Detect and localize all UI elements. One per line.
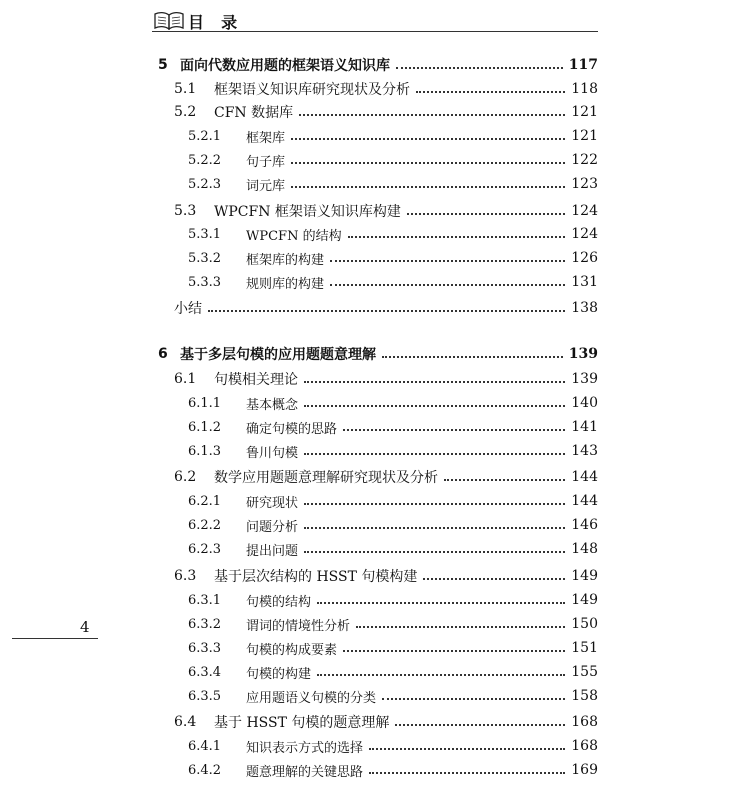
toc-entry-title: WPCFN 框架语义知识库构建 <box>214 204 401 220</box>
toc-entry-title: 谓词的情境性分析 <box>246 618 351 634</box>
dot-leader <box>343 429 565 431</box>
toc-entry-title: 框架库的构建 <box>246 252 325 268</box>
dot-leader <box>416 91 565 93</box>
toc-entry-title: 面向代数应用题的框架语义知识库 <box>180 58 390 74</box>
toc-entry-title: 基于层次结构的 HSST 句模构建 <box>214 569 418 585</box>
dot-leader <box>369 748 565 750</box>
toc-entry-number: 6.4.2 <box>188 762 222 778</box>
dot-leader <box>356 626 565 628</box>
toc-entry[interactable] <box>150 271 598 293</box>
toc-entry-page: 138 <box>571 300 598 316</box>
toc-entry[interactable] <box>150 149 598 171</box>
toc-entry-page: 143 <box>571 443 598 459</box>
toc-entry-title: 基本概念 <box>246 397 299 413</box>
toc-entry-number: 6.1.1 <box>188 395 222 411</box>
toc-entry-page: 139 <box>571 371 598 387</box>
toc-entry-title: 问题分析 <box>246 519 299 535</box>
header-rule <box>152 31 598 32</box>
toc-entry[interactable] <box>150 514 598 536</box>
toc-entry-title: 研究现状 <box>246 495 299 511</box>
toc-entry-number: 5.3.2 <box>188 250 222 266</box>
toc-entry-page: 151 <box>571 640 598 656</box>
dot-leader <box>291 186 565 188</box>
toc-entry-title: 确定句模的思路 <box>246 421 338 437</box>
toc-entry-title: 句模的构成要素 <box>246 642 338 658</box>
toc-entry[interactable] <box>150 589 598 611</box>
header-title: 目 录 <box>188 13 240 32</box>
dot-leader <box>304 503 565 505</box>
toc-entry-number: 5.3 <box>174 203 197 219</box>
dot-leader <box>299 114 565 116</box>
toc-entry-page: 144 <box>571 493 598 509</box>
toc-entry-page: 131 <box>571 274 598 290</box>
toc-entry-number: 6.3.1 <box>188 592 222 608</box>
dot-leader <box>304 551 565 553</box>
toc-entry-number: 6.3.2 <box>188 616 222 632</box>
toc-entry-number: 6.2.2 <box>188 517 222 533</box>
toc-entry-number: 6.1.2 <box>188 419 222 435</box>
toc-entry-number: 6.3 <box>174 568 197 584</box>
toc-entry-page: 124 <box>571 203 598 219</box>
toc-entry[interactable] <box>150 565 598 587</box>
toc-entry-page: 121 <box>571 104 598 120</box>
dot-leader <box>317 602 565 604</box>
toc-entry-page: 168 <box>571 714 598 730</box>
toc-entry-title: 题意理解的关键思路 <box>246 764 364 780</box>
toc-entry-page: 118 <box>571 81 598 97</box>
toc-entry[interactable] <box>150 661 598 683</box>
toc-entry[interactable] <box>150 735 598 757</box>
dot-leader <box>382 698 565 700</box>
toc-entry-page: 126 <box>571 250 598 266</box>
toc-entry-title: WPCFN 的结构 <box>246 228 342 244</box>
page-number: 4 <box>80 618 90 636</box>
toc-entry-page: 146 <box>571 517 598 533</box>
dot-leader <box>317 674 565 676</box>
dot-leader <box>304 381 565 383</box>
toc-entry[interactable] <box>150 711 598 733</box>
toc-entry-page: 144 <box>571 469 598 485</box>
toc-entry-number: 6.4.1 <box>188 738 222 754</box>
toc-entry[interactable] <box>150 101 598 123</box>
dot-leader <box>369 772 565 774</box>
dot-leader <box>304 453 565 455</box>
footer-rule <box>12 638 98 639</box>
toc-entry-page: 121 <box>571 128 598 144</box>
dot-leader <box>304 527 565 529</box>
toc-entry[interactable] <box>150 538 598 560</box>
toc-entry[interactable] <box>150 247 598 269</box>
toc-entry[interactable] <box>150 343 598 365</box>
toc-entry-page: 139 <box>568 346 598 362</box>
toc-entry-number: 5.3.1 <box>188 226 222 242</box>
toc-entry-title: 提出问题 <box>246 543 299 559</box>
toc-entry-number: 5.2.3 <box>188 176 222 192</box>
toc-entry-number: 5.3.3 <box>188 274 222 290</box>
toc-entry[interactable] <box>150 54 598 76</box>
toc-entry-page: 168 <box>571 738 598 754</box>
toc-entry-page: 141 <box>571 419 598 435</box>
toc-entry-title: 框架语义知识库研究现状及分析 <box>214 82 410 98</box>
toc-entry-number: 5.1 <box>174 81 197 97</box>
toc-entry-title: 基于多层句模的应用题题意理解 <box>180 347 376 363</box>
toc-entry-number: 5.2.2 <box>188 152 222 168</box>
toc-entry-title: 句子库 <box>246 154 286 170</box>
dot-leader <box>423 578 565 580</box>
toc-entry[interactable] <box>150 416 598 438</box>
dot-leader <box>382 356 563 358</box>
toc-entry[interactable] <box>150 685 598 707</box>
page-header <box>152 8 598 34</box>
toc-entry-number: 6.3.5 <box>188 688 222 704</box>
toc-entry-title: 句模相关理论 <box>214 372 298 388</box>
toc-entry-number: 5.2 <box>174 104 197 120</box>
dot-leader <box>395 724 565 726</box>
toc-entry-title: 规则库的构建 <box>246 276 325 292</box>
toc-entry-title: 词元库 <box>246 178 286 194</box>
toc-entry-page: 150 <box>571 616 598 632</box>
toc-entry-page: 148 <box>571 541 598 557</box>
toc-entry-page: 169 <box>571 762 598 778</box>
toc-entry[interactable] <box>150 223 598 245</box>
dot-leader <box>396 67 563 69</box>
toc-entry[interactable] <box>150 613 598 635</box>
dot-leader <box>407 213 565 215</box>
toc-entry-page: 123 <box>571 176 598 192</box>
toc-entry[interactable] <box>150 173 598 195</box>
dot-leader <box>348 236 566 238</box>
toc-entry-number: 6.4 <box>174 714 197 730</box>
toc-entry-number: 6.1 <box>174 371 197 387</box>
toc-entry-page: 117 <box>568 57 598 73</box>
toc-entry[interactable] <box>150 297 598 319</box>
toc-entry-page: 158 <box>571 688 598 704</box>
toc-entry-title: 鲁川句模 <box>246 445 299 461</box>
toc-entry-number: 6.1.3 <box>188 443 222 459</box>
toc-entry[interactable] <box>150 200 598 222</box>
dot-leader <box>330 260 565 262</box>
dot-leader <box>291 162 565 164</box>
toc-entry-title: 知识表示方式的选择 <box>246 740 364 756</box>
toc-entry-page: 149 <box>571 568 598 584</box>
dot-leader <box>291 138 565 140</box>
toc-entry-title: 基于 HSST 句模的题意理解 <box>214 715 390 731</box>
toc-entry-page: 155 <box>571 664 598 680</box>
toc-entry-title: 数学应用题题意理解研究现状及分析 <box>214 470 438 486</box>
toc-entry-number: 6.2.3 <box>188 541 222 557</box>
toc-entry-number: 5 <box>158 57 168 73</box>
toc-entry-title: CFN 数据库 <box>214 105 294 121</box>
dot-leader <box>304 405 565 407</box>
toc-entry-number: 5.2.1 <box>188 128 222 144</box>
toc-entry[interactable] <box>150 637 598 659</box>
toc-entry[interactable] <box>150 759 598 781</box>
toc-entry-number: 6.2.1 <box>188 493 222 509</box>
toc-entry-title: 句模的构建 <box>246 666 312 682</box>
toc-entry[interactable] <box>150 392 598 414</box>
toc-entry-page: 124 <box>571 226 598 242</box>
dot-leader <box>444 479 565 481</box>
toc-entry-page: 122 <box>571 152 598 168</box>
toc-entry-number: 6.3.3 <box>188 640 222 656</box>
toc-entry[interactable] <box>150 78 598 100</box>
toc-entry-page: 149 <box>571 592 598 608</box>
toc-entry-number: 6.2 <box>174 469 197 485</box>
toc-entry-title: 句模的结构 <box>246 594 312 610</box>
toc-entry-page: 140 <box>571 395 598 411</box>
toc-entry-number: 6.3.4 <box>188 664 222 680</box>
open-book-icon <box>154 10 184 30</box>
toc-entry[interactable] <box>150 125 598 147</box>
toc-entry[interactable] <box>150 440 598 462</box>
dot-leader <box>330 284 565 286</box>
toc-entry[interactable] <box>150 466 598 488</box>
toc-entry-title: 小结 <box>174 301 202 317</box>
toc-entry-number: 6 <box>158 346 168 362</box>
toc-entry[interactable] <box>150 368 598 390</box>
dot-leader <box>208 310 565 312</box>
toc-entry[interactable] <box>150 490 598 512</box>
toc-entry-title: 应用题语义句模的分类 <box>246 690 377 706</box>
dot-leader <box>343 650 565 652</box>
toc-entry-title: 框架库 <box>246 130 286 146</box>
